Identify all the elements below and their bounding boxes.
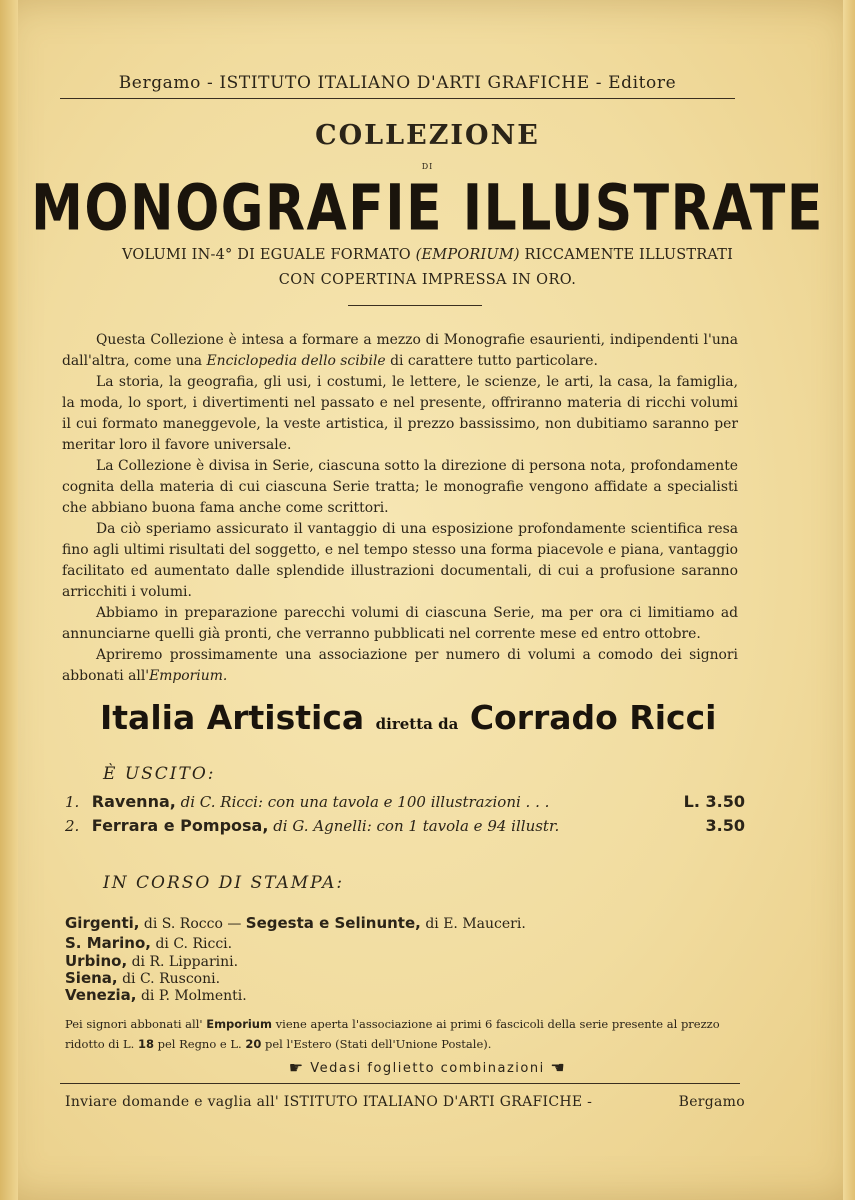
vedasi-text: Vedasi foglietto combinazioni [310, 1061, 545, 1076]
book-description: di G. Agnelli: con 1 tavola e 94 illustr. [273, 817, 560, 835]
subtitle-pre: VOLUMI IN-4° DI EGUALE FORMATO [121, 247, 416, 263]
note-part-a: Pei signori abbonati all' [65, 1017, 207, 1031]
forthcoming-title: Urbino, [65, 952, 128, 970]
forthcoming-author2: di E. Mauceri. [425, 916, 526, 932]
uscito-label: È USCITO: [103, 764, 216, 784]
series-director: Corrado Ricci [469, 698, 717, 737]
footer-right: Bergamo [678, 1094, 745, 1110]
series-diretta: diretta da [375, 715, 459, 733]
forthcoming-title: Girgenti, [65, 914, 140, 932]
paragraph-1 [62, 330, 738, 372]
paragraph-5: Abbiamo in preparazione parecchi volumi di ciascuna Serie, ma per ora ci limitiamo ad annunciarne quelli già pronti, che verranno pubblicati nel corrente mese ed entro ottobre. [62, 605, 738, 642]
note-emporium: Emporium [206, 1017, 272, 1031]
book-row [65, 792, 745, 811]
paragraph-6-a: Apriremo prossimamente una associazione per numero di volumi a comodo dei signori abbonati all' [62, 647, 738, 684]
forthcoming-item [65, 985, 247, 1006]
subtitle-post: RICCAMENTE ILLUSTRATI [519, 247, 734, 263]
book-price: L. 3.50 [683, 792, 745, 811]
paragraph-4: Da ciò speriamo assicurato il vantaggio di una esposizione profondamente scientifica resa fino agli ultimi risultati del soggetto, e nel tempo stesso una forma piacevole e piana, vantaggio facilitato ed aumentato dalle splendide illustrazioni documentali, di cui a profusione saranno arricchiti i volumi. [62, 521, 738, 600]
note-part-g: pel l'Estero (Stati dell'Unione Postale). [261, 1037, 492, 1051]
forthcoming-author: di C. Rusconi. [122, 971, 221, 987]
forthcoming-title2: Segesta e Selinunte, [245, 914, 421, 932]
note-price-regno: 18 [137, 1037, 154, 1051]
forthcoming-author: di R. Lipparini. [131, 954, 239, 970]
book-description: di C. Ricci: con una tavola e 100 illustrazioni . . . [180, 793, 550, 811]
paragraph-6 [62, 645, 738, 687]
pointing-hand-right-icon: ☛ [288, 1058, 305, 1077]
forthcoming-author: di S. Rocco — [143, 916, 242, 932]
paragraph-2: La storia, la geografia, gli usi, i costumi, le lettere, le scienze, le arti, la casa, la famiglia, la moda, lo sport, i divertimenti nel passato e nel presente, offriranno materia di ricchi volumi il cui formato maneggevole, la veste artistica, il prezzo bassissimo, non dubitiamo saranno per meritar loro il favore universale. [62, 374, 738, 453]
forthcoming-title: Siena, [65, 969, 118, 987]
paragraph-1-b: di carattere tutto particolare. [385, 353, 598, 369]
paragraph-1-em: Enciclopedia dello scibile [206, 353, 386, 369]
body-text [62, 330, 738, 687]
forthcoming-title: S. Marino, [65, 934, 151, 952]
header-rule [60, 98, 735, 99]
subtitle-line1 [40, 247, 815, 263]
book-title: Ferrara e Pomposa, [91, 816, 269, 835]
subscription-note [65, 1014, 740, 1054]
pointing-hand-left-icon: ☚ [550, 1058, 567, 1077]
note-part-c: viene aperta l'associazione ai primi 6 fascicoli della serie presente al prezzo ridotto di L. [65, 1017, 720, 1051]
note-part-e: pel Regno e L. [153, 1037, 246, 1051]
book-number: 1. [65, 793, 80, 811]
subtitle-line2: CON COPERTINA IMPRESSA IN ORO. [278, 272, 577, 288]
subtitle-emporium: (EMPORIUM) [415, 247, 520, 263]
collezione-heading: COLLEZIONE [315, 120, 540, 151]
di-label: DI [421, 162, 434, 171]
footer-line [65, 1094, 745, 1110]
book-price: 3.50 [705, 816, 745, 835]
footer-left: Inviare domande e vaglia all' ISTITUTO ITALIANO D'ARTI GRAFICHE - [65, 1094, 593, 1110]
paragraph-3: La Collezione è divisa in Serie, ciascuna sotto la direzione di persona nota, profondamente cognita della materia di cui ciascuna Serie tratta; le monografie vengono affidate a specialisti che abbiano buona fama anche come scrittori. [62, 458, 738, 516]
subtitle-rule [348, 305, 482, 306]
forthcoming-item [65, 913, 526, 934]
series-heading [100, 698, 800, 737]
forthcoming-title: Venezia, [65, 986, 137, 1004]
page-title: MONOGRAFIE ILLUSTRATE [31, 172, 824, 246]
footer-rule [60, 1083, 740, 1084]
book-title: Ravenna, [91, 792, 176, 811]
forthcoming-author: di P. Molmenti. [140, 988, 247, 1004]
note-price-estero: 20 [245, 1037, 262, 1051]
corso-label: IN CORSO DI STAMPA: [103, 873, 345, 893]
forthcoming-author: di C. Ricci. [155, 936, 233, 952]
vedasi-line [0, 1058, 855, 1077]
book-row [65, 816, 745, 835]
paragraph-6-em: Emporium. [149, 668, 228, 684]
series-name: Italia Artistica [100, 698, 365, 737]
book-number: 2. [65, 817, 80, 835]
paragraph-1-a: Questa Collezione è intesa a formare a mezzo di Monografie esaurienti, indipendenti l'una dall'altra, come una [62, 332, 738, 369]
publisher-line: Bergamo - ISTITUTO ITALIANO D'ARTI GRAFICHE - Editore [118, 73, 677, 93]
